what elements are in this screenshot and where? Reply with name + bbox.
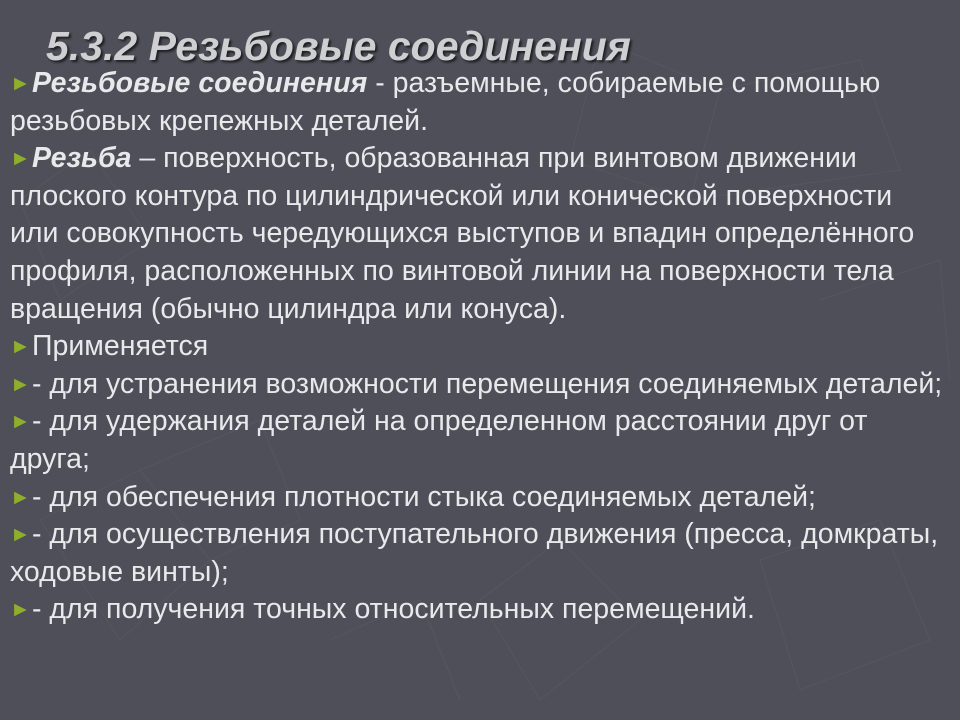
bullet-text: - для осуществления поступательного движения (пресса, домкраты, ходовые винты); xyxy=(10,518,939,588)
bullet-paragraph xyxy=(10,140,945,328)
triangle-bullet-icon: ► xyxy=(10,372,31,396)
slide-title: 5.3.2 Резьбовые соединения xyxy=(46,23,631,69)
bullet-text: - для обеспечения плотности стыка соединяемых деталей; xyxy=(32,480,816,513)
bullet-paragraph xyxy=(10,591,945,629)
triangle-bullet-icon: ► xyxy=(10,598,31,622)
triangle-bullet-icon: ► xyxy=(10,523,31,547)
bullet-text: - для устранения возможности перемещения соединяемых деталей; xyxy=(32,367,943,400)
triangle-bullet-icon: ► xyxy=(10,72,31,95)
bullet-paragraph xyxy=(10,65,945,140)
bullet-paragraph xyxy=(10,516,945,591)
term-thread: Резьба xyxy=(32,142,132,175)
bullet-text: - для удержания деталей на определенном расстоянии друг от друга; xyxy=(10,405,868,475)
bullet-text: - для получения точных относительных перемещений. xyxy=(32,593,755,626)
bullet-text: Применяется xyxy=(32,330,209,363)
term-threaded-connections: Резьбовые соединения xyxy=(32,67,368,99)
bullet-paragraph xyxy=(10,403,945,478)
triangle-bullet-icon: ► xyxy=(10,410,31,434)
triangle-bullet-icon: ► xyxy=(10,147,31,171)
slide-body xyxy=(10,65,945,629)
triangle-bullet-icon: ► xyxy=(10,335,31,359)
definition-text: - разъемные, собираемые с помощью резьбовых крепежных деталей. xyxy=(10,67,881,137)
definition-text: – поверхность, образованная при винтовом движении плоского контура по цилиндрической или конической поверхности или совокупность чередующихся выступов и впадин определённого профиля, расположенных по винтовой линии на поверхности тела вращения (обычно цилиндра или конуса). xyxy=(10,142,915,325)
triangle-bullet-icon: ► xyxy=(10,485,31,509)
bullet-paragraph xyxy=(10,328,945,366)
bullet-paragraph xyxy=(10,366,945,404)
bullet-paragraph xyxy=(10,479,945,517)
